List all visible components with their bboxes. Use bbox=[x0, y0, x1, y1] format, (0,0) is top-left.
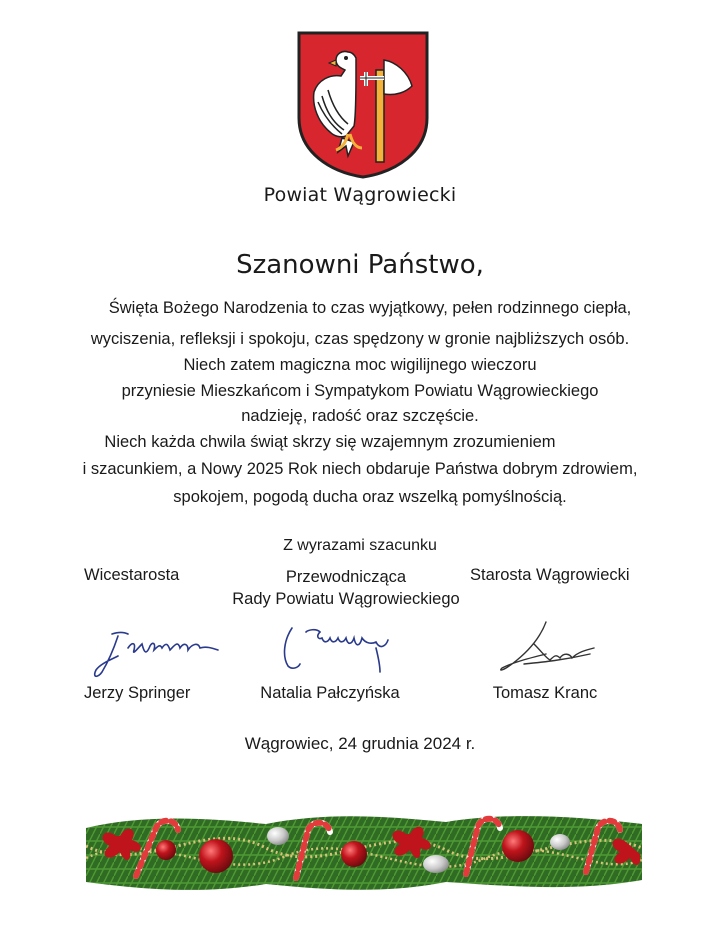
body-line: Święta Bożego Narodzenia to czas wyjątkowy, pełen rodzinnego ciepła, bbox=[108, 299, 632, 317]
signatory-name: Jerzy Springer bbox=[84, 684, 191, 702]
signature-icon bbox=[494, 618, 614, 678]
role-vice-starost: Wicestarosta bbox=[84, 566, 180, 584]
body-line: i szacunkiem, a Nowy 2025 Rok niech obdaruje Państwa dobrym zdrowiem, bbox=[82, 460, 638, 478]
signatory-name: Natalia Pałczyńska bbox=[260, 684, 400, 702]
body-line: spokojem, pogodą ducha oraz wszelką pomyślnością. bbox=[173, 488, 567, 506]
role-line: Rady Powiatu Wągrowieckiego bbox=[232, 590, 460, 608]
signature-icon bbox=[88, 626, 238, 682]
closing: Z wyrazami szacunku bbox=[283, 537, 437, 554]
body-line: nadzieję, radość oraz szczęście. bbox=[241, 407, 479, 425]
coat-of-arms-icon bbox=[296, 30, 430, 180]
role-line: Przewodnicząca bbox=[285, 568, 407, 586]
body-line: wyciszenia, refleksji i spokoju, czas spędzony w gronie najbliższych osób. bbox=[90, 330, 630, 348]
signatory-name: Tomasz Kranc bbox=[492, 684, 598, 702]
body-line: Niech zatem magiczna moc wigilijnego wieczoru bbox=[183, 356, 537, 374]
signature-icon bbox=[276, 620, 406, 680]
role-starost: Starosta Wągrowiecki bbox=[470, 566, 630, 584]
greeting: Szanowni Państwo, bbox=[236, 250, 484, 280]
body-line: przyniesie Mieszkańcom i Sympatykom Powiatu Wągrowieckiego bbox=[121, 382, 599, 400]
christmas-garland-icon bbox=[86, 806, 642, 896]
body-line: Niech każda chwila świąt skrzy się wzajemnym zrozumieniem bbox=[104, 433, 556, 451]
organization-name: Powiat Wągrowiecki bbox=[263, 184, 457, 206]
role-council-chair bbox=[230, 566, 462, 610]
place-date: Wągrowiec, 24 grudnia 2024 r. bbox=[244, 734, 476, 753]
